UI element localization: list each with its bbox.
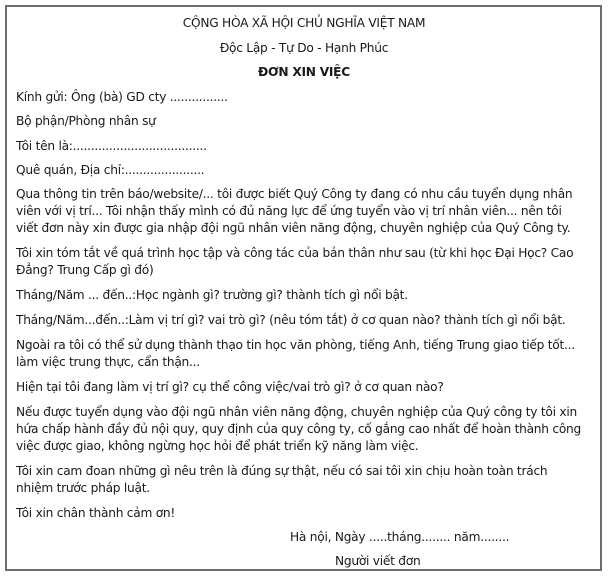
- form-title: ĐƠN XIN VIỆC: [258, 65, 350, 79]
- education-paragraph: Tháng/Năm ... đến..:Học ngành gì? trường gì? thành tích gì nổi bật.: [16, 288, 408, 302]
- summary-intro-paragraph: [16, 245, 592, 279]
- declaration-line: nhiệm trước pháp luật.: [16, 481, 150, 495]
- summary-intro-line: Đẳng? Trung Cấp gì đó): [16, 263, 154, 277]
- motto: Độc Lập - Tự Do - Hạnh Phúc: [219, 41, 389, 55]
- intro-paragraph: [16, 186, 592, 237]
- intro-line: viên với vị trí... Tôi nhận thấy mình có đủ năng lực để ứng tuyển vào vị trí nhân viên... nên tôi: [16, 204, 562, 218]
- commitment-line: hứa chấp hành đầy đủ nội quy, quy định của quy công ty, cố gắng cao nhất để hoàn thành công: [16, 422, 581, 436]
- summary-intro-line: Tôi xin tóm tắt về quá trình học tập và công tác của bản thân như sau (từ khi học Đại Học? Cao: [16, 246, 574, 260]
- intro-line: Qua thông tin trên báo/website/... tôi được biết Quý Công ty đang có nhu cầu tuyển dụng nhân: [16, 187, 573, 201]
- skills-line: làm việc trung thực, cẩn thận...: [16, 355, 200, 369]
- commitment-line: việc được giao, không ngừng học hỏi để phát triển kỹ năng làm việc.: [16, 439, 419, 453]
- address-field: Quê quán, Địa chỉ:......................: [16, 163, 205, 177]
- work-paragraph: Tháng/Năm...đến..:Làm vị trí gì? vai trò gì? (nêu tóm tắt) ở cơ quan nào? thành tích gì nổi bật.: [16, 313, 566, 327]
- department-field: Bộ phận/Phòng nhân sự: [16, 114, 156, 128]
- commitment-line: Nếu được tuyển dụng vào đội ngũ nhân viên năng động, chuyên nghiệp của Quý công ty tôi xin: [16, 405, 577, 419]
- commitment-paragraph: [16, 404, 592, 455]
- signer-label: Người viết đơn: [335, 554, 421, 568]
- declaration-line: Tôi xin cam đoan những gì nêu trên là đúng sự thật, nếu có sai tôi xin chịu hoàn toàn trách: [16, 464, 548, 478]
- thanks-line: Tôi xin chân thành cảm ơn!: [16, 506, 176, 520]
- place-date-line: Hà nội, Ngày .....tháng........ năm........: [290, 530, 510, 544]
- current-position-paragraph: Hiện tại tôi đang làm vị trí gì? cụ thể công việc/vai trò gì? ở cơ quan nào?: [16, 380, 444, 394]
- intro-line: viết đơn này xin được gia nhập đội ngũ nhân viên năng động, chuyên nghiệp của Quý Công ty.: [16, 221, 571, 235]
- recipient-field: Kính gửi: Ông (bà) GD cty ................: [16, 90, 228, 104]
- national-title: CỘNG HÒA XÃ HỘI CHỦ NGHĨA VIỆT NAM: [182, 16, 426, 30]
- declaration-paragraph: [16, 463, 592, 497]
- document-frame: [5, 5, 602, 571]
- name-field: Tôi tên là:.....................................: [16, 139, 207, 153]
- skills-line: Ngoài ra tôi có thể sử dụng thành thạo tin học văn phòng, tiếng Anh, tiếng Trung giao tiếp tốt...: [16, 338, 575, 352]
- skills-paragraph: [16, 337, 592, 371]
